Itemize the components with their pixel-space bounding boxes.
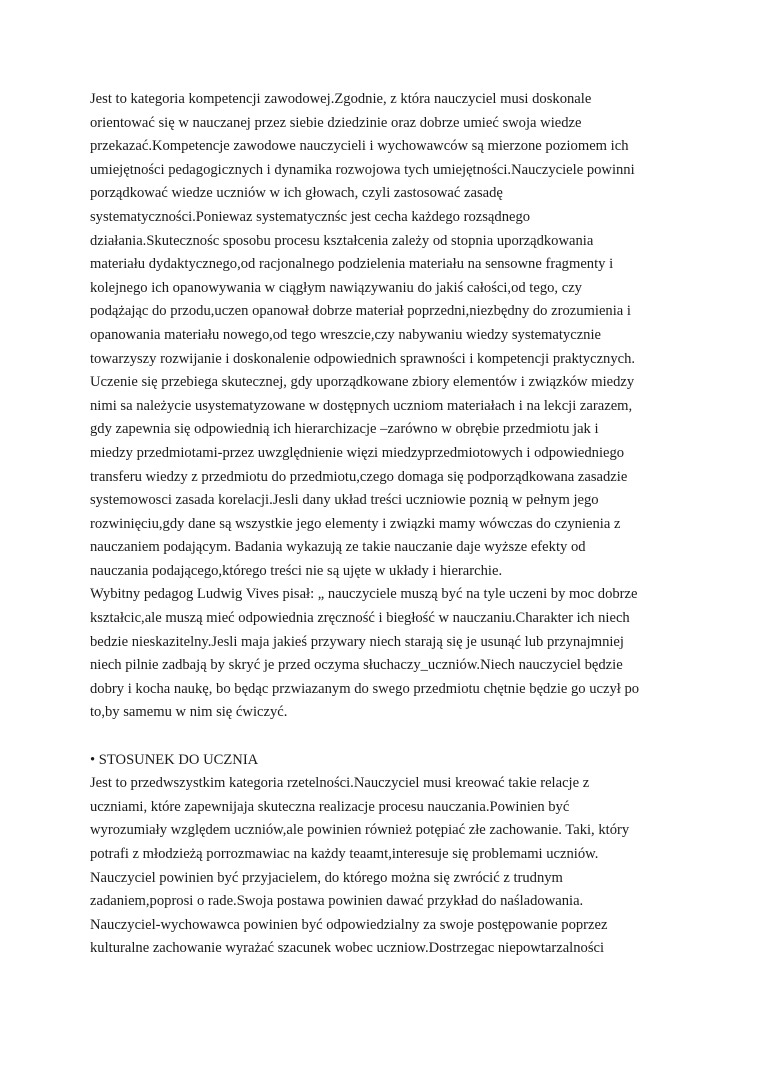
- text-line: zadaniem,poprosi o rade.Swoja postawa powinien dawać przykład do naśladowania.: [90, 893, 584, 910]
- text-line: uczniami, które zapewnijaja skuteczna realizacje procesu nauczania.Powinien być: [90, 798, 570, 815]
- text-line: to,by samemu w nim się ćwiczyć.: [90, 704, 288, 721]
- text-line: Nauczyciel powinien być przyjacielem, do którego można się zwrócić z trudnym: [90, 869, 563, 886]
- text-line: kulturalne zachowanie wyrażać szacunek wobec uczniow.Dostrzegac niepowtarzalności: [90, 940, 605, 957]
- text-line: Nauczyciel-wychowawca powinien być odpowiedzialny za swoje postępowanie poprzez: [90, 916, 608, 933]
- text-line: towarzyszy rozwijanie i doskonalenie odpowiednich sprawności i kompetencji praktycznych.: [90, 350, 636, 367]
- text-line: podążając do przodu,uczen opanował dobrze materiał poprzedni,niezbędny do zrozumienia i: [90, 303, 631, 320]
- text-line: umiejętności pedagogicznych i dynamika rozwojowa tych umiejętności.Nauczyciele powinni: [90, 161, 635, 178]
- text-line: opanowania materiału nowego,od tego wreszcie,czy nabywaniu wiedzy systematycznie: [90, 326, 601, 343]
- text-line: Jest to przedwszystkim kategoria rzetelności.Nauczyciel musi kreować takie relacje z: [90, 775, 590, 792]
- text-line: niech pilnie zadbają by skryć je przed oczyma słuchaczy_uczniów.Niech nauczyciel będzie: [90, 657, 623, 674]
- text-line: przekazać.Kompetencje zawodowe nauczycieli i wychowawców są mierzone poziomem ich: [90, 138, 629, 155]
- text-line: dobry i kocha naukę, bo będąc przwiazanym do swego przedmiotu chętnie będzie go uczył po: [90, 680, 640, 697]
- text-line: Jest to kategoria kompetencji zawodowej.Zgodnie, z która nauczyciel musi doskonale: [90, 91, 592, 107]
- text-line: bedzie nieskazitelny.Jesli maja jakieś przywary niech starają się je usunąć lub przynajmniej: [90, 633, 624, 650]
- text-line: gdy zapewnia się odpowiednią ich hierarchizacje –zarówno w obrębie przedmiotu jak i: [90, 421, 599, 438]
- paragraph-spacer: [90, 725, 680, 749]
- text-line: Uczenie się przebiega skutecznej, gdy uporządkowane zbiory elementów i związków miedzy: [90, 374, 635, 391]
- section-heading: • STOSUNEK DO UCZNIA: [90, 751, 259, 768]
- text-line: orientować się w nauczanej przez siebie dziedzinie oraz dobrze umieć swoja wiedze: [90, 114, 582, 131]
- document-page: [90, 88, 680, 961]
- text-line: porządkować wiedze uczniów w ich głowach, czyli zastosować zasadę: [90, 185, 503, 202]
- text-line: systemowosci zasada korelacji.Jesli dany układ treści uczniowie poznią w pełnym jego: [90, 492, 599, 509]
- text-line: materiału dydaktycznego,od racjonalnego podzielenia materiału na sensowne fragmenty i: [90, 256, 614, 273]
- text-line: transferu wiedzy z przedmiotu do przedmiotu,czego domaga się podporządkowana zasadzie: [90, 468, 628, 485]
- text-line: wyrozumiały względem uczniów,ale powinien również potępiać złe zachowanie. Taki, który: [90, 822, 630, 839]
- text-line: miedzy przedmiotami-przez uwzględnienie więzi miedzyprzedmiotowych i odpowiedniego: [90, 444, 625, 461]
- text-line: potrafi z młodzieżą porrozmawiac na każdy teaamt,interesuje się problemami uczniów.: [90, 846, 599, 862]
- text-line: systematyczności.Poniewaz systematycznśc jest cecha każdego rozsądnego: [90, 208, 531, 225]
- text-line: kolejnego ich opanowywania w ciągłym nawiązywaniu do jakiś całości,od tego, czy: [90, 279, 582, 296]
- text-line: kształcic,ale muszą mieć odpowiednia zręczność i biegłość w nauczaniu.Charakter ich niech: [90, 610, 630, 627]
- text-line: nauczaniem podającym. Badania wykazują ze takie nauczanie daje wyższe efekty od: [90, 539, 586, 556]
- section-relation-to-student: [90, 749, 680, 961]
- text-line: nimi sa należycie usystematyzowane w dostępnych uczniom materiałach i na lekcji zarazem,: [90, 397, 633, 414]
- text-line: działania.Skutecznośc sposobu procesu kształcenia zależy od stopnia uporządkowania: [90, 232, 594, 249]
- paragraph-competence: [90, 88, 680, 725]
- text-line: Wybitny pedagog Ludwig Vives pisał: „ nauczyciele muszą być na tyle uczeni by moc dobrze: [90, 586, 638, 603]
- text-line: nauczania podającego,którego treści nie są ujęte w układy i hierarchie.: [90, 562, 503, 579]
- text-line: rozwinięciu,gdy dane są wszystkie jego elementy i związki mamy wówczas do czynienia z: [90, 515, 621, 532]
